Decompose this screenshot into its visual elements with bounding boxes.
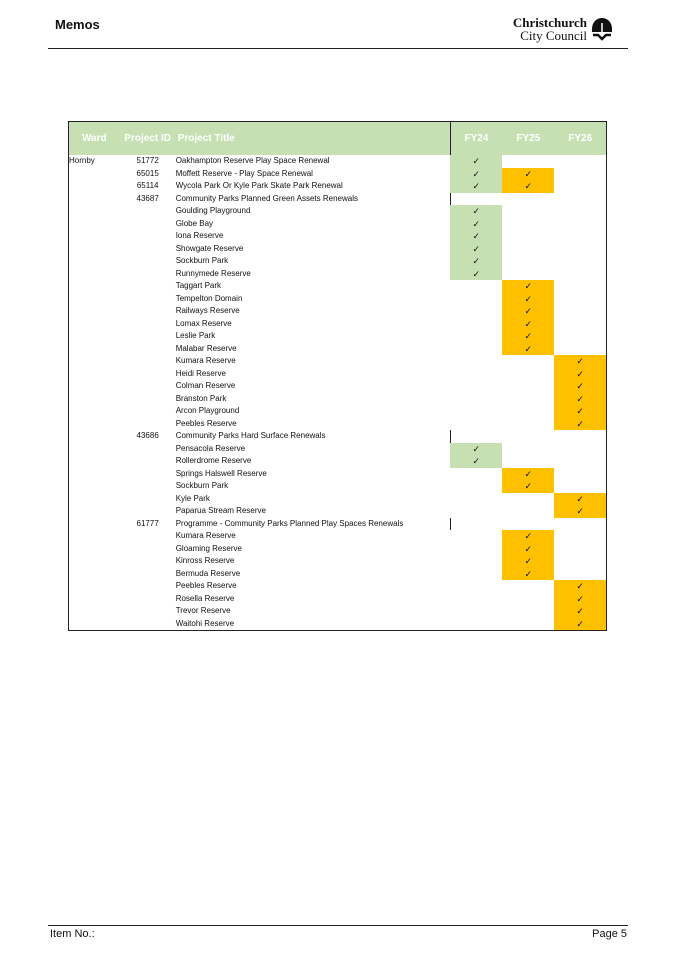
project-title-cell: Paparua Stream Reserve <box>175 506 266 515</box>
fy24-cell <box>450 618 502 631</box>
projects-schedule-table <box>68 121 607 631</box>
fy25-cell <box>502 205 554 218</box>
project-title-cell: Community Parks Planned Green Assets Renewals <box>175 193 358 203</box>
fy26-check-mark: ✓ <box>554 393 606 406</box>
fy24-cell <box>450 405 502 418</box>
fy26-cell <box>554 343 606 356</box>
project-id-cell <box>120 255 176 268</box>
project-id-cell <box>120 493 176 506</box>
project-title-cell: Trevor Reserve <box>175 606 231 615</box>
project-title-cell: Branston Park <box>175 393 227 403</box>
fy25-check-mark: ✓ <box>502 280 554 293</box>
fy25-cell <box>502 193 554 206</box>
fy26-check-mark: ✓ <box>554 355 606 368</box>
ward-cell <box>69 530 120 543</box>
ward-cell <box>69 380 120 393</box>
project-id-cell: 65114 <box>136 181 159 190</box>
ward-cell <box>69 605 120 618</box>
project-id-cell <box>120 543 176 556</box>
fy24-cell <box>450 430 502 443</box>
project-id-cell <box>120 605 176 618</box>
fy26-cell <box>554 193 606 206</box>
fy25-cell <box>502 430 554 443</box>
table-row <box>69 280 607 293</box>
ward-cell <box>69 280 120 293</box>
fy24-cell <box>450 393 502 406</box>
column-header-fy24: FY24 <box>450 122 502 156</box>
fy25-check-mark: ✓ <box>502 168 554 181</box>
project-title-cell: Sockburn Park <box>175 256 229 265</box>
table-row <box>69 455 607 468</box>
project-title-cell: Taggart Park <box>175 281 222 290</box>
project-title-cell: Kumara Reserve <box>175 356 236 365</box>
fy25-check-mark: ✓ <box>502 343 554 356</box>
ward-cell <box>69 518 120 531</box>
fy26-cell <box>554 168 606 181</box>
fy26-cell <box>554 330 606 343</box>
fy25-cell <box>502 268 554 281</box>
project-id-cell <box>120 393 176 406</box>
project-id-cell <box>120 205 176 218</box>
column-header-project-id: Project ID <box>120 122 176 156</box>
table-row <box>69 480 607 493</box>
table-row <box>69 493 607 506</box>
table-row <box>69 293 607 306</box>
project-title-cell: Leslie Park <box>175 331 216 340</box>
fy24-check-mark: ✓ <box>450 243 502 256</box>
ward-cell <box>69 318 120 331</box>
fy25-cell <box>502 455 554 468</box>
fy24-cell <box>450 580 502 593</box>
fy26-cell <box>554 205 606 218</box>
project-title-cell: Rosella Reserve <box>175 593 235 603</box>
table-row <box>69 518 607 531</box>
fy25-check-mark: ✓ <box>502 568 554 581</box>
project-id-cell <box>120 268 176 281</box>
project-title-cell: Globe Bay <box>175 218 214 228</box>
fy26-cell <box>554 305 606 318</box>
fy26-cell <box>554 230 606 243</box>
project-title-cell: Malabar Reserve <box>175 343 237 353</box>
fy26-cell <box>554 555 606 568</box>
fy25-cell <box>502 393 554 406</box>
fy25-cell <box>502 618 554 631</box>
fy24-cell <box>450 568 502 581</box>
fy24-cell <box>450 505 502 518</box>
fy25-check-mark: ✓ <box>502 180 554 193</box>
project-title-cell: Peebles Reserve <box>175 418 237 428</box>
table-row <box>69 593 607 606</box>
table-header <box>69 122 607 156</box>
fy25-cell <box>502 605 554 618</box>
project-id-cell <box>120 405 176 418</box>
project-title-cell: Bermuda Reserve <box>175 568 241 578</box>
table-row <box>69 580 607 593</box>
fy25-check-mark: ✓ <box>502 468 554 481</box>
project-id-cell <box>120 218 176 231</box>
project-title-cell: Heidi Reserve <box>175 368 226 378</box>
project-title-cell: Showgate Reserve <box>175 243 244 253</box>
ward-cell <box>69 593 120 606</box>
fy24-cell <box>450 380 502 393</box>
council-logo <box>513 16 613 42</box>
fy24-check-mark: ✓ <box>450 268 502 281</box>
project-id-cell <box>120 380 176 393</box>
fy24-check-mark: ✓ <box>450 205 502 218</box>
table-row <box>69 243 607 256</box>
fy24-check-mark: ✓ <box>450 180 502 193</box>
ward-cell <box>69 618 120 631</box>
ward-cell <box>69 580 120 593</box>
fy25-cell <box>502 155 554 168</box>
ward-cell <box>69 218 120 231</box>
item-number-label: Item No.: <box>50 928 95 940</box>
fy26-check-mark: ✓ <box>554 580 606 593</box>
column-header-fy25: FY25 <box>502 122 554 156</box>
fy24-check-mark: ✓ <box>450 218 502 231</box>
fy25-check-mark: ✓ <box>502 555 554 568</box>
fy26-cell <box>554 268 606 281</box>
fy24-check-mark: ✓ <box>450 168 502 181</box>
fy26-cell <box>554 455 606 468</box>
table-row <box>69 355 607 368</box>
project-id-cell <box>120 505 176 518</box>
project-title-cell: Gloaming Reserve <box>175 543 242 553</box>
project-title-cell: Lomax Reserve <box>175 318 232 328</box>
project-title-cell: Springs Halswell Reserve <box>175 468 267 478</box>
ward-cell <box>69 343 120 356</box>
project-id-cell: 51772 <box>136 156 159 165</box>
fy25-check-mark: ✓ <box>502 480 554 493</box>
project-title-cell: Peebles Reserve <box>175 581 237 590</box>
fy26-check-mark: ✓ <box>554 505 606 518</box>
fy24-cell <box>450 318 502 331</box>
fy25-cell <box>502 580 554 593</box>
fy26-check-mark: ✓ <box>554 593 606 606</box>
fy26-cell <box>554 218 606 231</box>
table-row <box>69 393 607 406</box>
table-row <box>69 343 607 356</box>
fy24-cell <box>450 355 502 368</box>
ward-cell <box>69 443 120 456</box>
header-row <box>69 122 607 156</box>
table-row <box>69 255 607 268</box>
ward-cell <box>69 505 120 518</box>
fy25-check-mark: ✓ <box>502 305 554 318</box>
project-id-cell <box>120 343 176 356</box>
project-title-cell: Iona Reserve <box>175 231 224 240</box>
table-row <box>69 318 607 331</box>
fy24-check-mark: ✓ <box>450 443 502 456</box>
fy25-cell <box>502 255 554 268</box>
project-id-cell <box>120 305 176 318</box>
table-row <box>69 155 607 168</box>
project-id-cell <box>120 230 176 243</box>
table-body <box>69 155 607 631</box>
ward-cell <box>69 193 120 206</box>
ward-cell <box>69 455 120 468</box>
fy26-check-mark: ✓ <box>554 605 606 618</box>
fy25-cell <box>502 243 554 256</box>
fy26-cell <box>554 318 606 331</box>
ward-cell <box>69 568 120 581</box>
project-title-cell: Sockburn Park <box>175 481 229 490</box>
table-row <box>69 468 607 481</box>
fy26-cell <box>554 530 606 543</box>
fy25-cell <box>502 405 554 418</box>
ward-cell <box>69 168 120 181</box>
ward-cell <box>69 555 120 568</box>
fy26-cell <box>554 430 606 443</box>
table-row <box>69 618 607 631</box>
table-row <box>69 368 607 381</box>
fy26-cell <box>554 518 606 531</box>
ward-cell <box>69 430 120 443</box>
fy24-cell <box>450 368 502 381</box>
table-row <box>69 380 607 393</box>
table-row <box>69 605 607 618</box>
ward-cell <box>69 480 120 493</box>
fy25-cell <box>502 518 554 531</box>
project-title-cell: Wycola Park Or Kyle Park Skate Park Renewal <box>175 181 343 190</box>
table-row <box>69 543 607 556</box>
fy24-cell <box>450 605 502 618</box>
fy25-cell <box>502 355 554 368</box>
ward-cell <box>69 368 120 381</box>
fy24-check-mark: ✓ <box>450 155 502 168</box>
fy24-cell <box>450 480 502 493</box>
column-header-fy26: FY26 <box>554 122 606 156</box>
project-id-cell <box>120 418 176 431</box>
ward-cell <box>69 543 120 556</box>
table-row <box>69 305 607 318</box>
fy24-cell <box>450 543 502 556</box>
fy26-check-mark: ✓ <box>554 368 606 381</box>
fy24-cell <box>450 518 502 531</box>
ward-cell <box>69 330 120 343</box>
fy26-cell <box>554 443 606 456</box>
project-id-cell: 43687 <box>136 193 159 203</box>
fy26-check-mark: ✓ <box>554 618 606 631</box>
fy24-check-mark: ✓ <box>450 455 502 468</box>
projects-schedule-table-container <box>68 121 607 631</box>
project-title-cell: Programme - Community Parks Planned Play Spaces Renewals <box>175 518 404 528</box>
table-row <box>69 168 607 181</box>
fy25-cell <box>502 593 554 606</box>
ward-cell <box>69 493 120 506</box>
project-id-cell <box>120 568 176 581</box>
fy24-cell <box>450 293 502 306</box>
fy26-check-mark: ✓ <box>554 405 606 418</box>
fy24-cell <box>450 343 502 356</box>
fy26-check-mark: ✓ <box>554 380 606 393</box>
fy25-check-mark: ✓ <box>502 543 554 556</box>
project-title-cell: Colman Reserve <box>175 381 236 390</box>
project-id-cell <box>120 618 176 631</box>
table-row <box>69 330 607 343</box>
table-row <box>69 443 607 456</box>
ward-cell <box>69 180 120 193</box>
project-id-cell <box>120 530 176 543</box>
document-type-title: Memos <box>55 17 100 32</box>
table-row <box>69 418 607 431</box>
table-row <box>69 430 607 443</box>
project-title-cell: Moffett Reserve - Play Space Renewal <box>175 168 313 178</box>
fy25-cell <box>502 230 554 243</box>
fy26-check-mark: ✓ <box>554 493 606 506</box>
ward-cell <box>69 293 120 306</box>
column-header-ward: Ward <box>69 122 120 156</box>
fy26-cell <box>554 293 606 306</box>
fy25-cell <box>502 380 554 393</box>
project-id-cell <box>120 443 176 456</box>
header-divider <box>48 48 628 49</box>
project-title-cell: Oakhampton Reserve Play Space Renewal <box>175 156 330 165</box>
column-header-project-title: Project Title <box>176 122 451 156</box>
project-title-cell: Railways Reserve <box>175 306 240 315</box>
fy24-cell <box>450 555 502 568</box>
ward-cell <box>69 355 120 368</box>
fy26-cell <box>554 568 606 581</box>
ward-cell <box>69 268 120 281</box>
fy24-cell <box>450 305 502 318</box>
fy25-cell <box>502 493 554 506</box>
ward-cell: Hornby <box>69 156 95 165</box>
logo-text-line2: City Council <box>520 28 587 43</box>
project-title-cell: Tempelton Domain <box>175 293 243 303</box>
ward-cell <box>69 468 120 481</box>
ward-cell <box>69 305 120 318</box>
project-title-cell: Kinross Reserve <box>175 556 235 565</box>
fy26-cell <box>554 255 606 268</box>
fy26-cell <box>554 543 606 556</box>
fy26-cell <box>554 180 606 193</box>
project-id-cell <box>120 368 176 381</box>
fy25-check-mark: ✓ <box>502 530 554 543</box>
fy24-check-mark: ✓ <box>450 230 502 243</box>
fy25-check-mark: ✓ <box>502 330 554 343</box>
project-id-cell <box>120 355 176 368</box>
fy26-cell <box>554 468 606 481</box>
fy25-cell <box>502 418 554 431</box>
project-id-cell <box>120 293 176 306</box>
fy24-cell <box>450 593 502 606</box>
table-row <box>69 505 607 518</box>
project-title-cell: Kyle Park <box>175 493 210 503</box>
ward-cell <box>69 205 120 218</box>
fy25-cell <box>502 505 554 518</box>
fy24-cell <box>450 280 502 293</box>
fy26-cell <box>554 280 606 293</box>
ward-cell <box>69 230 120 243</box>
project-id-cell <box>120 280 176 293</box>
project-title-cell: Runnymede Reserve <box>175 268 251 278</box>
ward-cell <box>69 243 120 256</box>
fy24-cell <box>450 493 502 506</box>
fy25-cell <box>502 443 554 456</box>
fy25-cell <box>502 368 554 381</box>
fy25-check-mark: ✓ <box>502 293 554 306</box>
ward-cell <box>69 255 120 268</box>
fy26-cell <box>554 155 606 168</box>
project-id-cell <box>120 580 176 593</box>
ward-cell <box>69 393 120 406</box>
table-row <box>69 180 607 193</box>
footer-divider <box>48 925 628 926</box>
fy25-check-mark: ✓ <box>502 318 554 331</box>
project-id-cell <box>120 318 176 331</box>
project-title-cell: Arcon Playground <box>175 406 240 415</box>
fy24-cell <box>450 418 502 431</box>
fy25-cell <box>502 218 554 231</box>
ward-cell <box>69 405 120 418</box>
table-row <box>69 530 607 543</box>
fy26-cell <box>554 480 606 493</box>
table-row <box>69 218 607 231</box>
project-title-cell: Waitohi Reserve <box>175 618 235 628</box>
fy26-check-mark: ✓ <box>554 418 606 431</box>
table-row <box>69 405 607 418</box>
project-id-cell <box>120 455 176 468</box>
logo-text-line1: Christchurch <box>512 15 587 30</box>
project-id-cell: 43686 <box>136 431 159 440</box>
project-title-cell: Pensacola Reserve <box>175 443 246 453</box>
project-id-cell <box>120 243 176 256</box>
ward-cell <box>69 418 120 431</box>
table-row <box>69 568 607 581</box>
table-row <box>69 205 607 218</box>
project-id-cell <box>120 468 176 481</box>
project-title-cell: Community Parks Hard Surface Renewals <box>175 431 326 440</box>
project-id-cell <box>120 593 176 606</box>
page-number: Page 5 <box>592 928 627 940</box>
project-id-cell: 61777 <box>136 518 159 528</box>
fy24-check-mark: ✓ <box>450 255 502 268</box>
fy24-cell <box>450 330 502 343</box>
project-id-cell: 65015 <box>136 168 159 178</box>
project-id-cell <box>120 480 176 493</box>
project-title-cell: Goulding Playground <box>175 206 251 215</box>
fy26-cell <box>554 243 606 256</box>
fy24-cell <box>450 530 502 543</box>
table-row <box>69 230 607 243</box>
project-id-cell <box>120 330 176 343</box>
project-title-cell: Rollerdrome Reserve <box>175 456 252 465</box>
fy24-cell <box>450 193 502 206</box>
table-row <box>69 193 607 206</box>
cathedral-logo-icon <box>591 17 613 41</box>
project-title-cell: Kumara Reserve <box>175 531 236 540</box>
project-id-cell <box>120 555 176 568</box>
table-row <box>69 555 607 568</box>
fy24-cell <box>450 468 502 481</box>
table-row <box>69 268 607 281</box>
